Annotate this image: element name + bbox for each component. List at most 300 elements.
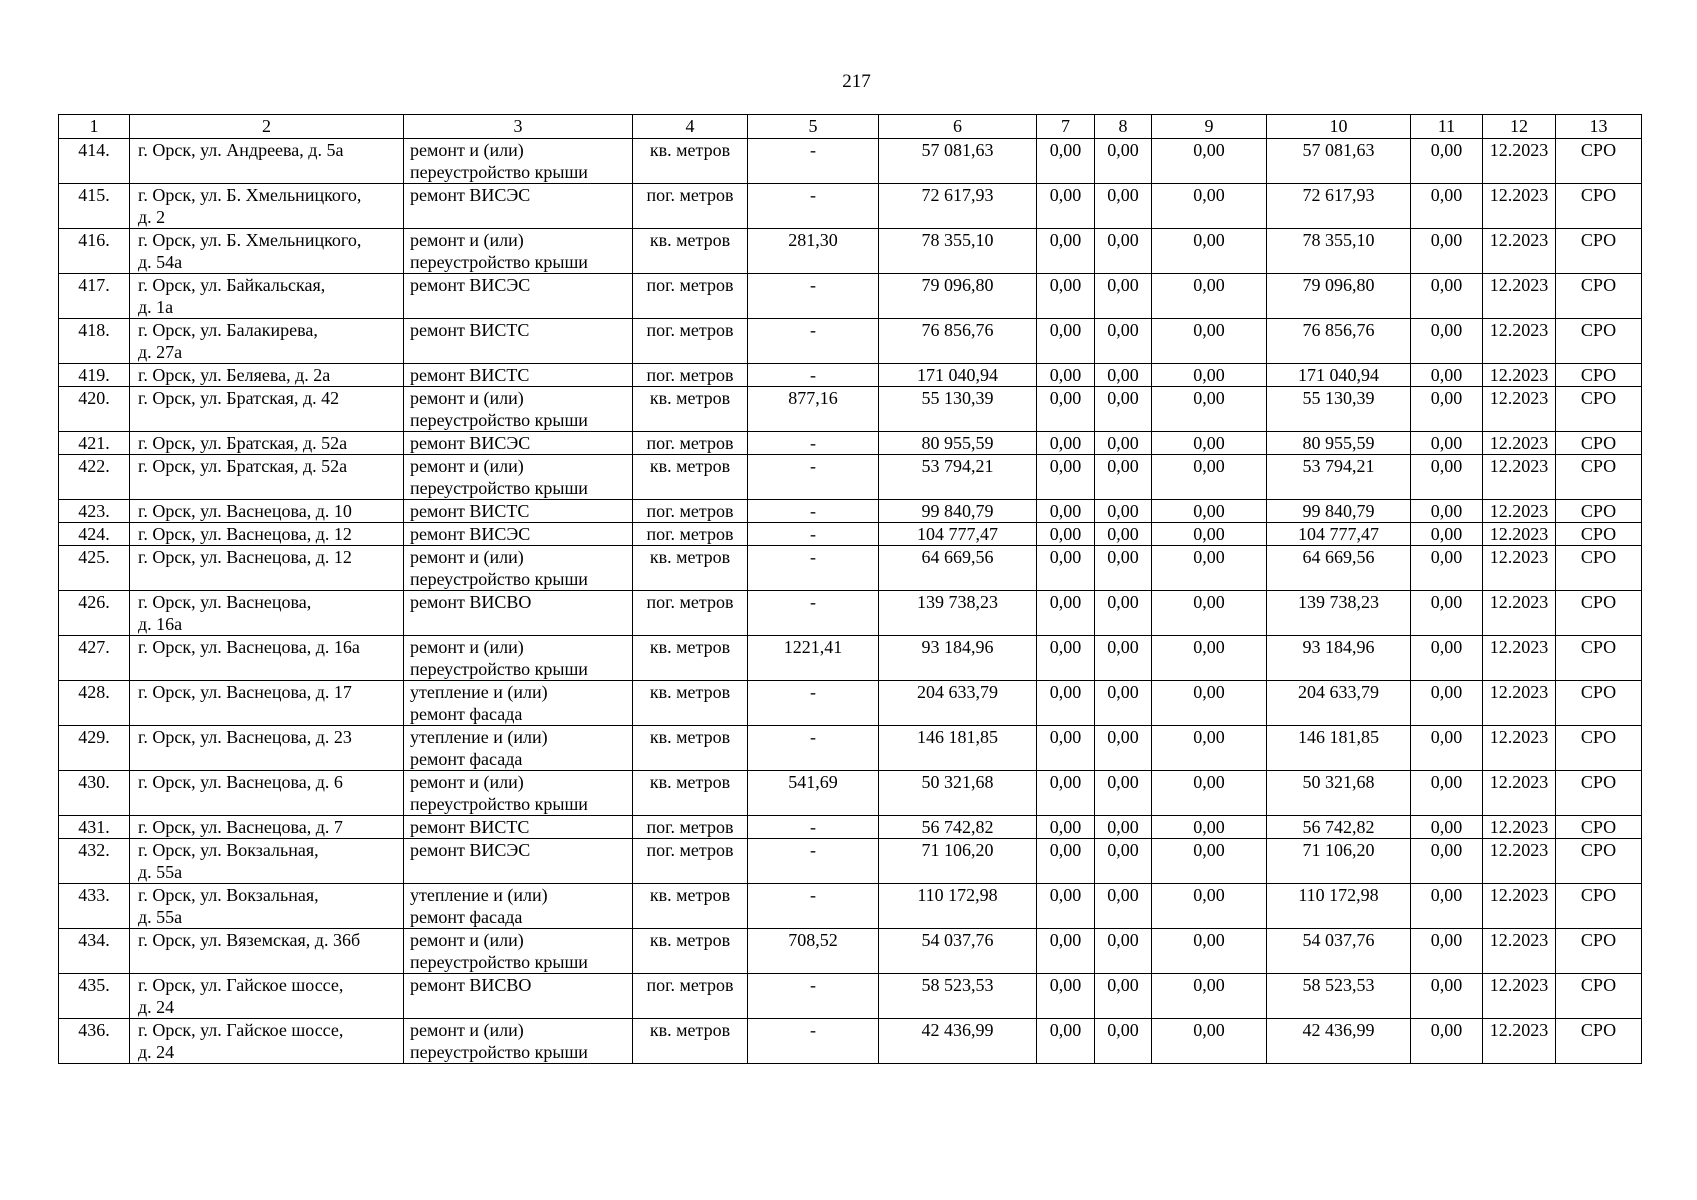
- work-type-cell: [404, 364, 633, 387]
- volume-cell: -: [748, 884, 879, 929]
- col8-cell: 0,00: [1095, 229, 1152, 274]
- work-type-cell-line: переустройство крыши: [410, 569, 588, 589]
- volume-cell: -: [748, 364, 879, 387]
- work-type-cell-line: утепление и (или): [410, 682, 548, 702]
- col9-cell: 0,00: [1152, 546, 1267, 591]
- term-cell: 12.2023: [1483, 364, 1556, 387]
- method-cell: СРО: [1556, 929, 1642, 974]
- work-type-cell: [404, 771, 633, 816]
- unit-cell: кв. метров: [633, 387, 748, 432]
- col9-cell: 0,00: [1152, 929, 1267, 974]
- method-cell: СРО: [1556, 523, 1642, 546]
- total-cost-cell: 56 742,82: [879, 816, 1037, 839]
- unit-cell: кв. метров: [633, 681, 748, 726]
- unit-cell: кв. метров: [633, 771, 748, 816]
- work-type-cell: [404, 1019, 633, 1064]
- address-cell: [130, 274, 404, 319]
- total-cost-cell: 54 037,76: [879, 929, 1037, 974]
- row-number-cell: 423.: [59, 500, 130, 523]
- work-type-cell-line: ремонт фасада: [410, 749, 523, 769]
- col10-cell: 64 669,56: [1267, 546, 1411, 591]
- address-cell: [130, 319, 404, 364]
- table-row: [59, 319, 1642, 364]
- address-cell-line: г. Орск, ул. Гайское шоссе,: [138, 1020, 344, 1040]
- col11-cell: 0,00: [1411, 839, 1483, 884]
- unit-cell: пог. метров: [633, 523, 748, 546]
- col8-cell: 0,00: [1095, 636, 1152, 681]
- method-cell: СРО: [1556, 1019, 1642, 1064]
- total-cost-cell: 93 184,96: [879, 636, 1037, 681]
- col11-cell: 0,00: [1411, 636, 1483, 681]
- row-number-cell: 431.: [59, 816, 130, 839]
- col7-cell: 0,00: [1037, 726, 1095, 771]
- col10-cell: 57 081,63: [1267, 139, 1411, 184]
- total-cost-cell: 99 840,79: [879, 500, 1037, 523]
- address-cell: [130, 884, 404, 929]
- address-cell: [130, 771, 404, 816]
- unit-cell: кв. метров: [633, 929, 748, 974]
- total-cost-cell: 104 777,47: [879, 523, 1037, 546]
- total-cost-cell: 64 669,56: [879, 546, 1037, 591]
- col8-cell: 0,00: [1095, 432, 1152, 455]
- col8-cell: 0,00: [1095, 523, 1152, 546]
- work-type-cell-line: ремонт и (или): [410, 637, 524, 657]
- address-cell: [130, 364, 404, 387]
- address-cell: [130, 139, 404, 184]
- work-type-cell: [404, 523, 633, 546]
- method-cell: СРО: [1556, 839, 1642, 884]
- row-number-cell: 426.: [59, 591, 130, 636]
- col10-cell: 139 738,23: [1267, 591, 1411, 636]
- address-cell: [130, 184, 404, 229]
- column-number-13: 13: [1556, 115, 1642, 139]
- col10-cell: 54 037,76: [1267, 929, 1411, 974]
- address-cell-line: д. 54а: [138, 252, 183, 272]
- term-cell: 12.2023: [1483, 884, 1556, 929]
- address-cell-line: г. Орск, ул. Байкальская,: [138, 275, 326, 295]
- col8-cell: 0,00: [1095, 681, 1152, 726]
- column-number-3: 3: [404, 115, 633, 139]
- col10-cell: 56 742,82: [1267, 816, 1411, 839]
- table-row: [59, 816, 1642, 839]
- col8-cell: 0,00: [1095, 546, 1152, 591]
- row-number-cell: 416.: [59, 229, 130, 274]
- term-cell: 12.2023: [1483, 681, 1556, 726]
- col7-cell: 0,00: [1037, 884, 1095, 929]
- address-cell-line: г. Орск, ул. Васнецова, д. 12: [138, 524, 352, 544]
- work-type-cell-line: ремонт ВИСВО: [410, 592, 532, 612]
- col8-cell: 0,00: [1095, 771, 1152, 816]
- address-cell-line: г. Орск, ул. Беляева, д. 2а: [138, 365, 331, 385]
- term-cell: 12.2023: [1483, 636, 1556, 681]
- col9-cell: 0,00: [1152, 319, 1267, 364]
- work-type-cell: [404, 184, 633, 229]
- col11-cell: 0,00: [1411, 274, 1483, 319]
- method-cell: СРО: [1556, 229, 1642, 274]
- address-cell-line: г. Орск, ул. Васнецова, д. 17: [138, 682, 352, 702]
- address-cell-line: г. Орск, ул. Васнецова, д. 16а: [138, 637, 360, 657]
- work-type-cell: [404, 974, 633, 1019]
- table-row: [59, 387, 1642, 432]
- address-cell: [130, 455, 404, 500]
- volume-cell: -: [748, 974, 879, 1019]
- table-row: [59, 546, 1642, 591]
- table-row: [59, 432, 1642, 455]
- total-cost-cell: 79 096,80: [879, 274, 1037, 319]
- row-number-cell: 432.: [59, 839, 130, 884]
- col10-cell: 99 840,79: [1267, 500, 1411, 523]
- col9-cell: 0,00: [1152, 681, 1267, 726]
- col10-cell: 42 436,99: [1267, 1019, 1411, 1064]
- work-type-cell: [404, 839, 633, 884]
- work-type-cell-line: ремонт ВИСЭС: [410, 185, 531, 205]
- total-cost-cell: 76 856,76: [879, 319, 1037, 364]
- term-cell: 12.2023: [1483, 929, 1556, 974]
- col7-cell: 0,00: [1037, 274, 1095, 319]
- work-type-cell: [404, 546, 633, 591]
- method-cell: СРО: [1556, 387, 1642, 432]
- term-cell: 12.2023: [1483, 500, 1556, 523]
- method-cell: СРО: [1556, 884, 1642, 929]
- table-row: [59, 1019, 1642, 1064]
- repair-schedule-table: [58, 114, 1642, 1064]
- work-type-cell: [404, 726, 633, 771]
- term-cell: 12.2023: [1483, 455, 1556, 500]
- address-cell: [130, 546, 404, 591]
- work-type-cell-line: переустройство крыши: [410, 1042, 588, 1062]
- col8-cell: 0,00: [1095, 726, 1152, 771]
- term-cell: 12.2023: [1483, 319, 1556, 364]
- table-row: [59, 929, 1642, 974]
- address-cell-line: г. Орск, ул. Балакирева,: [138, 320, 318, 340]
- work-type-cell-line: ремонт и (или): [410, 230, 524, 250]
- col8-cell: 0,00: [1095, 591, 1152, 636]
- term-cell: 12.2023: [1483, 771, 1556, 816]
- method-cell: СРО: [1556, 591, 1642, 636]
- row-number-cell: 422.: [59, 455, 130, 500]
- table-row: [59, 839, 1642, 884]
- volume-cell: -: [748, 839, 879, 884]
- col8-cell: 0,00: [1095, 274, 1152, 319]
- work-type-cell: [404, 319, 633, 364]
- work-type-cell-line: переустройство крыши: [410, 410, 588, 430]
- table-row: [59, 884, 1642, 929]
- col9-cell: 0,00: [1152, 364, 1267, 387]
- volume-cell: -: [748, 274, 879, 319]
- address-cell: [130, 816, 404, 839]
- work-type-cell-line: ремонт и (или): [410, 547, 524, 567]
- col11-cell: 0,00: [1411, 139, 1483, 184]
- address-cell-line: г. Орск, ул. Братская, д. 42: [138, 388, 340, 408]
- col7-cell: 0,00: [1037, 591, 1095, 636]
- term-cell: 12.2023: [1483, 184, 1556, 229]
- col11-cell: 0,00: [1411, 387, 1483, 432]
- table-row: [59, 726, 1642, 771]
- term-cell: 12.2023: [1483, 387, 1556, 432]
- volume-cell: -: [748, 546, 879, 591]
- work-type-cell: [404, 274, 633, 319]
- column-number-5: 5: [748, 115, 879, 139]
- term-cell: 12.2023: [1483, 591, 1556, 636]
- unit-cell: пог. метров: [633, 839, 748, 884]
- row-number-cell: 429.: [59, 726, 130, 771]
- unit-cell: кв. метров: [633, 139, 748, 184]
- method-cell: СРО: [1556, 816, 1642, 839]
- method-cell: СРО: [1556, 364, 1642, 387]
- work-type-cell-line: ремонт ВИСТС: [410, 320, 530, 340]
- table-row: [59, 523, 1642, 546]
- work-type-cell: [404, 816, 633, 839]
- total-cost-cell: 50 321,68: [879, 771, 1037, 816]
- address-cell-line: г. Орск, ул. Б. Хмельницкого,: [138, 230, 362, 250]
- unit-cell: кв. метров: [633, 229, 748, 274]
- col11-cell: 0,00: [1411, 184, 1483, 229]
- col8-cell: 0,00: [1095, 500, 1152, 523]
- col10-cell: 50 321,68: [1267, 771, 1411, 816]
- row-number-cell: 435.: [59, 974, 130, 1019]
- address-cell: [130, 839, 404, 884]
- work-type-cell-line: переустройство крыши: [410, 952, 588, 972]
- address-cell-line: г. Орск, ул. Андреева, д. 5а: [138, 140, 344, 160]
- col7-cell: 0,00: [1037, 432, 1095, 455]
- total-cost-cell: 171 040,94: [879, 364, 1037, 387]
- address-cell-line: г. Орск, ул. Васнецова, д. 10: [138, 501, 352, 521]
- col9-cell: 0,00: [1152, 274, 1267, 319]
- volume-cell: -: [748, 681, 879, 726]
- term-cell: 12.2023: [1483, 274, 1556, 319]
- method-cell: СРО: [1556, 274, 1642, 319]
- col7-cell: 0,00: [1037, 455, 1095, 500]
- total-cost-cell: 53 794,21: [879, 455, 1037, 500]
- col9-cell: 0,00: [1152, 1019, 1267, 1064]
- row-number-cell: 420.: [59, 387, 130, 432]
- col9-cell: 0,00: [1152, 884, 1267, 929]
- row-number-cell: 415.: [59, 184, 130, 229]
- work-type-cell-line: ремонт ВИСЭС: [410, 433, 531, 453]
- unit-cell: кв. метров: [633, 726, 748, 771]
- total-cost-cell: 55 130,39: [879, 387, 1037, 432]
- row-number-cell: 424.: [59, 523, 130, 546]
- address-cell-line: г. Орск, ул. Вокзальная,: [138, 840, 319, 860]
- work-type-cell: [404, 432, 633, 455]
- col9-cell: 0,00: [1152, 139, 1267, 184]
- volume-cell: -: [748, 591, 879, 636]
- total-cost-cell: 139 738,23: [879, 591, 1037, 636]
- method-cell: СРО: [1556, 184, 1642, 229]
- work-type-cell-line: переустройство крыши: [410, 794, 588, 814]
- row-number-cell: 414.: [59, 139, 130, 184]
- unit-cell: кв. метров: [633, 1019, 748, 1064]
- work-type-cell-line: ремонт фасада: [410, 704, 523, 724]
- col9-cell: 0,00: [1152, 816, 1267, 839]
- address-cell-line: г. Орск, ул. Васнецова, д. 23: [138, 727, 352, 747]
- work-type-cell: [404, 636, 633, 681]
- address-cell: [130, 974, 404, 1019]
- work-type-cell-line: утепление и (или): [410, 727, 548, 747]
- row-number-cell: 427.: [59, 636, 130, 681]
- address-cell-line: г. Орск, ул. Васнецова, д. 7: [138, 817, 343, 837]
- work-type-cell: [404, 884, 633, 929]
- work-type-cell-line: ремонт фасада: [410, 907, 523, 927]
- table-row: [59, 636, 1642, 681]
- col11-cell: 0,00: [1411, 816, 1483, 839]
- col8-cell: 0,00: [1095, 816, 1152, 839]
- work-type-cell: [404, 500, 633, 523]
- work-type-cell-line: переустройство крыши: [410, 659, 588, 679]
- address-cell-line: д. 24: [138, 997, 175, 1017]
- work-type-cell-line: ремонт ВИСЭС: [410, 840, 531, 860]
- unit-cell: пог. метров: [633, 816, 748, 839]
- col7-cell: 0,00: [1037, 636, 1095, 681]
- col9-cell: 0,00: [1152, 455, 1267, 500]
- volume-cell: 1221,41: [748, 636, 879, 681]
- method-cell: СРО: [1556, 500, 1642, 523]
- method-cell: СРО: [1556, 771, 1642, 816]
- col11-cell: 0,00: [1411, 523, 1483, 546]
- total-cost-cell: 42 436,99: [879, 1019, 1037, 1064]
- volume-cell: -: [748, 1019, 879, 1064]
- col10-cell: 53 794,21: [1267, 455, 1411, 500]
- row-number-cell: 436.: [59, 1019, 130, 1064]
- table-row: [59, 974, 1642, 1019]
- work-type-cell-line: ремонт ВИСВО: [410, 975, 532, 995]
- col10-cell: 79 096,80: [1267, 274, 1411, 319]
- total-cost-cell: 72 617,93: [879, 184, 1037, 229]
- row-number-cell: 433.: [59, 884, 130, 929]
- col9-cell: 0,00: [1152, 636, 1267, 681]
- unit-cell: кв. метров: [633, 455, 748, 500]
- address-cell-line: г. Орск, ул. Васнецова,: [138, 592, 312, 612]
- term-cell: 12.2023: [1483, 816, 1556, 839]
- col8-cell: 0,00: [1095, 884, 1152, 929]
- work-type-cell: [404, 591, 633, 636]
- unit-cell: кв. метров: [633, 546, 748, 591]
- work-type-cell-line: ремонт и (или): [410, 772, 524, 792]
- address-cell: [130, 681, 404, 726]
- work-type-cell-line: ремонт и (или): [410, 388, 524, 408]
- column-number-header-row: [59, 115, 1642, 139]
- work-type-cell-line: ремонт и (или): [410, 140, 524, 160]
- address-cell-line: д. 55а: [138, 862, 183, 882]
- address-cell: [130, 500, 404, 523]
- work-type-cell-line: ремонт и (или): [410, 930, 524, 950]
- method-cell: СРО: [1556, 432, 1642, 455]
- column-number-12: 12: [1483, 115, 1556, 139]
- col7-cell: 0,00: [1037, 387, 1095, 432]
- col7-cell: 0,00: [1037, 816, 1095, 839]
- work-type-cell-line: переустройство крыши: [410, 478, 588, 498]
- work-type-cell-line: ремонт и (или): [410, 456, 524, 476]
- work-type-cell-line: ремонт ВИСТС: [410, 365, 530, 385]
- method-cell: СРО: [1556, 636, 1642, 681]
- total-cost-cell: 71 106,20: [879, 839, 1037, 884]
- volume-cell: -: [748, 139, 879, 184]
- unit-cell: пог. метров: [633, 274, 748, 319]
- volume-cell: -: [748, 184, 879, 229]
- address-cell: [130, 523, 404, 546]
- col11-cell: 0,00: [1411, 591, 1483, 636]
- col10-cell: 110 172,98: [1267, 884, 1411, 929]
- column-number-10: 10: [1267, 115, 1411, 139]
- volume-cell: -: [748, 816, 879, 839]
- total-cost-cell: 146 181,85: [879, 726, 1037, 771]
- term-cell: 12.2023: [1483, 726, 1556, 771]
- total-cost-cell: 57 081,63: [879, 139, 1037, 184]
- table-row: [59, 229, 1642, 274]
- col10-cell: 78 355,10: [1267, 229, 1411, 274]
- work-type-cell-line: ремонт ВИСЭС: [410, 275, 531, 295]
- row-number-cell: 419.: [59, 364, 130, 387]
- col11-cell: 0,00: [1411, 229, 1483, 274]
- col9-cell: 0,00: [1152, 839, 1267, 884]
- col7-cell: 0,00: [1037, 929, 1095, 974]
- volume-cell: -: [748, 523, 879, 546]
- unit-cell: пог. метров: [633, 591, 748, 636]
- term-cell: 12.2023: [1483, 523, 1556, 546]
- unit-cell: пог. метров: [633, 184, 748, 229]
- address-cell-line: д. 2: [138, 207, 166, 227]
- address-cell-line: г. Орск, ул. Васнецова, д. 6: [138, 772, 343, 792]
- term-cell: 12.2023: [1483, 546, 1556, 591]
- col8-cell: 0,00: [1095, 839, 1152, 884]
- col8-cell: 0,00: [1095, 387, 1152, 432]
- col10-cell: 104 777,47: [1267, 523, 1411, 546]
- term-cell: 12.2023: [1483, 839, 1556, 884]
- address-cell-line: г. Орск, ул. Вокзальная,: [138, 885, 319, 905]
- work-type-cell: [404, 929, 633, 974]
- table-row: [59, 184, 1642, 229]
- col7-cell: 0,00: [1037, 139, 1095, 184]
- unit-cell: пог. метров: [633, 974, 748, 1019]
- row-number-cell: 430.: [59, 771, 130, 816]
- total-cost-cell: 204 633,79: [879, 681, 1037, 726]
- volume-cell: -: [748, 432, 879, 455]
- col7-cell: 0,00: [1037, 974, 1095, 1019]
- col7-cell: 0,00: [1037, 546, 1095, 591]
- total-cost-cell: 58 523,53: [879, 974, 1037, 1019]
- column-number-8: 8: [1095, 115, 1152, 139]
- row-number-cell: 428.: [59, 681, 130, 726]
- column-number-7: 7: [1037, 115, 1095, 139]
- volume-cell: -: [748, 726, 879, 771]
- unit-cell: кв. метров: [633, 884, 748, 929]
- col10-cell: 204 633,79: [1267, 681, 1411, 726]
- work-type-cell-line: ремонт ВИСЭС: [410, 524, 531, 544]
- method-cell: СРО: [1556, 974, 1642, 1019]
- col7-cell: 0,00: [1037, 681, 1095, 726]
- col10-cell: 80 955,59: [1267, 432, 1411, 455]
- address-cell: [130, 229, 404, 274]
- col10-cell: 93 184,96: [1267, 636, 1411, 681]
- col11-cell: 0,00: [1411, 546, 1483, 591]
- col7-cell: 0,00: [1037, 839, 1095, 884]
- address-cell-line: д. 1а: [138, 297, 174, 317]
- work-type-cell-line: переустройство крыши: [410, 162, 588, 182]
- work-type-cell: [404, 139, 633, 184]
- column-number-4: 4: [633, 115, 748, 139]
- work-type-cell-line: переустройство крыши: [410, 252, 588, 272]
- col11-cell: 0,00: [1411, 432, 1483, 455]
- col7-cell: 0,00: [1037, 500, 1095, 523]
- term-cell: 12.2023: [1483, 1019, 1556, 1064]
- col9-cell: 0,00: [1152, 591, 1267, 636]
- col7-cell: 0,00: [1037, 229, 1095, 274]
- table-row: [59, 139, 1642, 184]
- address-cell-line: г. Орск, ул. Братская, д. 52а: [138, 433, 348, 453]
- volume-cell: 708,52: [748, 929, 879, 974]
- col7-cell: 0,00: [1037, 184, 1095, 229]
- work-type-cell: [404, 387, 633, 432]
